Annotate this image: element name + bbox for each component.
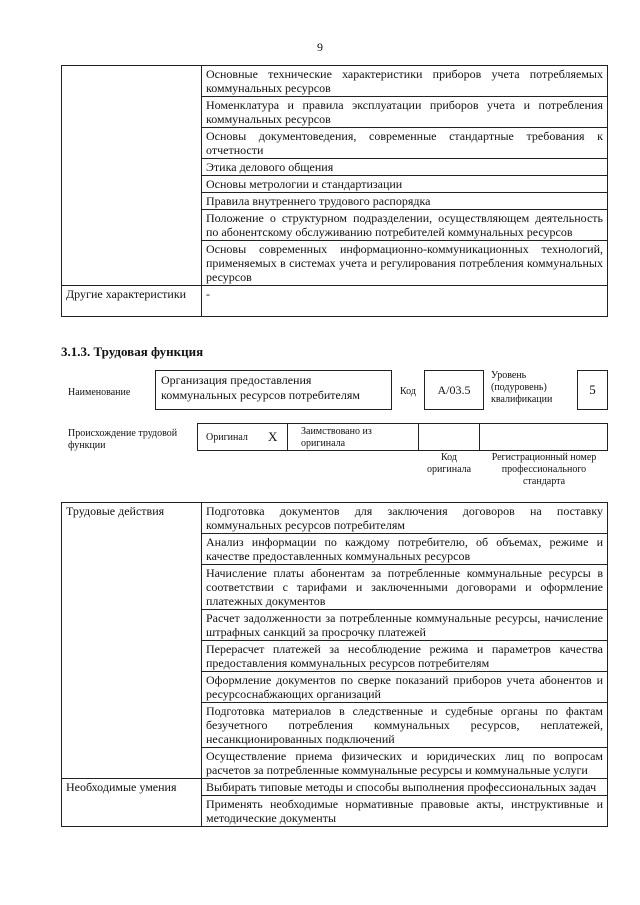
registration-number-box: [479, 423, 608, 451]
borrowed-label: Заимствовано из оригинала: [301, 426, 372, 449]
original-code-caption: Код оригинала: [426, 452, 472, 475]
action-item: Оформление документов по сверке показаний приборов учета абонентов и ресурсоснабжающих организаций: [202, 672, 608, 703]
table-row: [62, 66, 608, 97]
original-mark: X: [268, 429, 278, 444]
knowledge-label-cell: [62, 66, 202, 286]
knowledge-item: Основы современных информационно-коммуникационных технологий, применяемых в системах учета и регулирования потребления коммунальных ресурсов: [202, 241, 608, 286]
level-label: Уровень (подуровень) квалификации: [491, 370, 553, 405]
skills-label: Необходимые умения: [62, 779, 202, 827]
knowledge-item: Положение о структурном подразделении, осуществляющем деятельность по абонентскому обслуживанию потребителей коммунальных ресурсов: [202, 210, 608, 241]
action-item: Перерасчет платежей за несоблюдение режима и параметров качества предоставления коммунальных ресурсов потребителям: [202, 641, 608, 672]
action-item: Анализ информации по каждому потребителю, об объемах, режиме и качестве предоставленных коммунальных ресурсов: [202, 534, 608, 565]
action-item: Начисление платы абонентам за потребленные коммунальные ресурсы в соответствии с тарифами и заключенными договорами и оформление платежных документов: [202, 565, 608, 610]
skill-item: Выбирать типовые методы и способы выполнения профессиональных задач: [202, 779, 608, 796]
function-name-value: Организация предоставления коммунальных ресурсов потребителям: [161, 373, 360, 402]
knowledge-item: Основы документоведения, современные стандартные требования к отчетности: [202, 128, 608, 159]
table-row: [62, 503, 608, 534]
skill-item: Применять необходимые нормативные правовые акты, инструктивные и методические документы: [202, 796, 608, 827]
function-code-value: А/03.5: [437, 383, 471, 397]
original-code-box: [418, 423, 480, 451]
original-label: Оригинал: [206, 432, 248, 443]
knowledge-item: Основы метрологии и стандартизации: [202, 176, 608, 193]
level-value: 5: [589, 382, 596, 397]
table-row: [62, 779, 608, 796]
action-item: Расчет задолженности за потребленные коммунальные ресурсы, начисление штрафных санкций за просрочку платежей: [202, 610, 608, 641]
knowledge-item: Основные технические характеристики приборов учета потребляемых коммунальных ресурсов: [202, 66, 608, 97]
level-box: [577, 370, 608, 410]
name-label: Наименование: [68, 387, 131, 398]
knowledge-item: Этика делового общения: [202, 159, 608, 176]
action-item: Осуществление приема физических и юридических лиц по вопросам расчетов за потребленные коммунальные ресурсы и коммунальные услуги: [202, 748, 608, 779]
action-item: Подготовка материалов в следственные и судебные органы по фактам безучетного потребления коммунальных ресурсов, неплатежей, несанкционированных подключений: [202, 703, 608, 748]
code-label: Код: [400, 386, 416, 397]
origin-label: Происхождение трудовой функции: [68, 428, 178, 451]
registration-number-caption: Регистрационный номер профессионального стандарта: [491, 452, 597, 487]
knowledge-table: [61, 65, 608, 317]
table-row: [62, 286, 608, 317]
other-characteristics-label: Другие характеристики: [62, 286, 202, 317]
knowledge-item: Правила внутреннего трудового распорядка: [202, 193, 608, 210]
borrowed-box: [287, 423, 419, 451]
section-heading: 3.1.3. Трудовая функция: [61, 344, 204, 359]
actions-table: [61, 502, 608, 827]
actions-label: Трудовые действия: [62, 503, 202, 779]
action-item: Подготовка документов для заключения договоров на поставку коммунальных ресурсов потребителям: [202, 503, 608, 534]
function-name-box: [155, 370, 392, 410]
original-box: [197, 423, 288, 451]
knowledge-item: Номенклатура и правила эксплуатации приборов учета и потребления коммунальных ресурсов: [202, 97, 608, 128]
function-code-box: [424, 370, 484, 410]
page-number: 9: [317, 40, 323, 54]
other-characteristics-value: -: [202, 286, 608, 317]
